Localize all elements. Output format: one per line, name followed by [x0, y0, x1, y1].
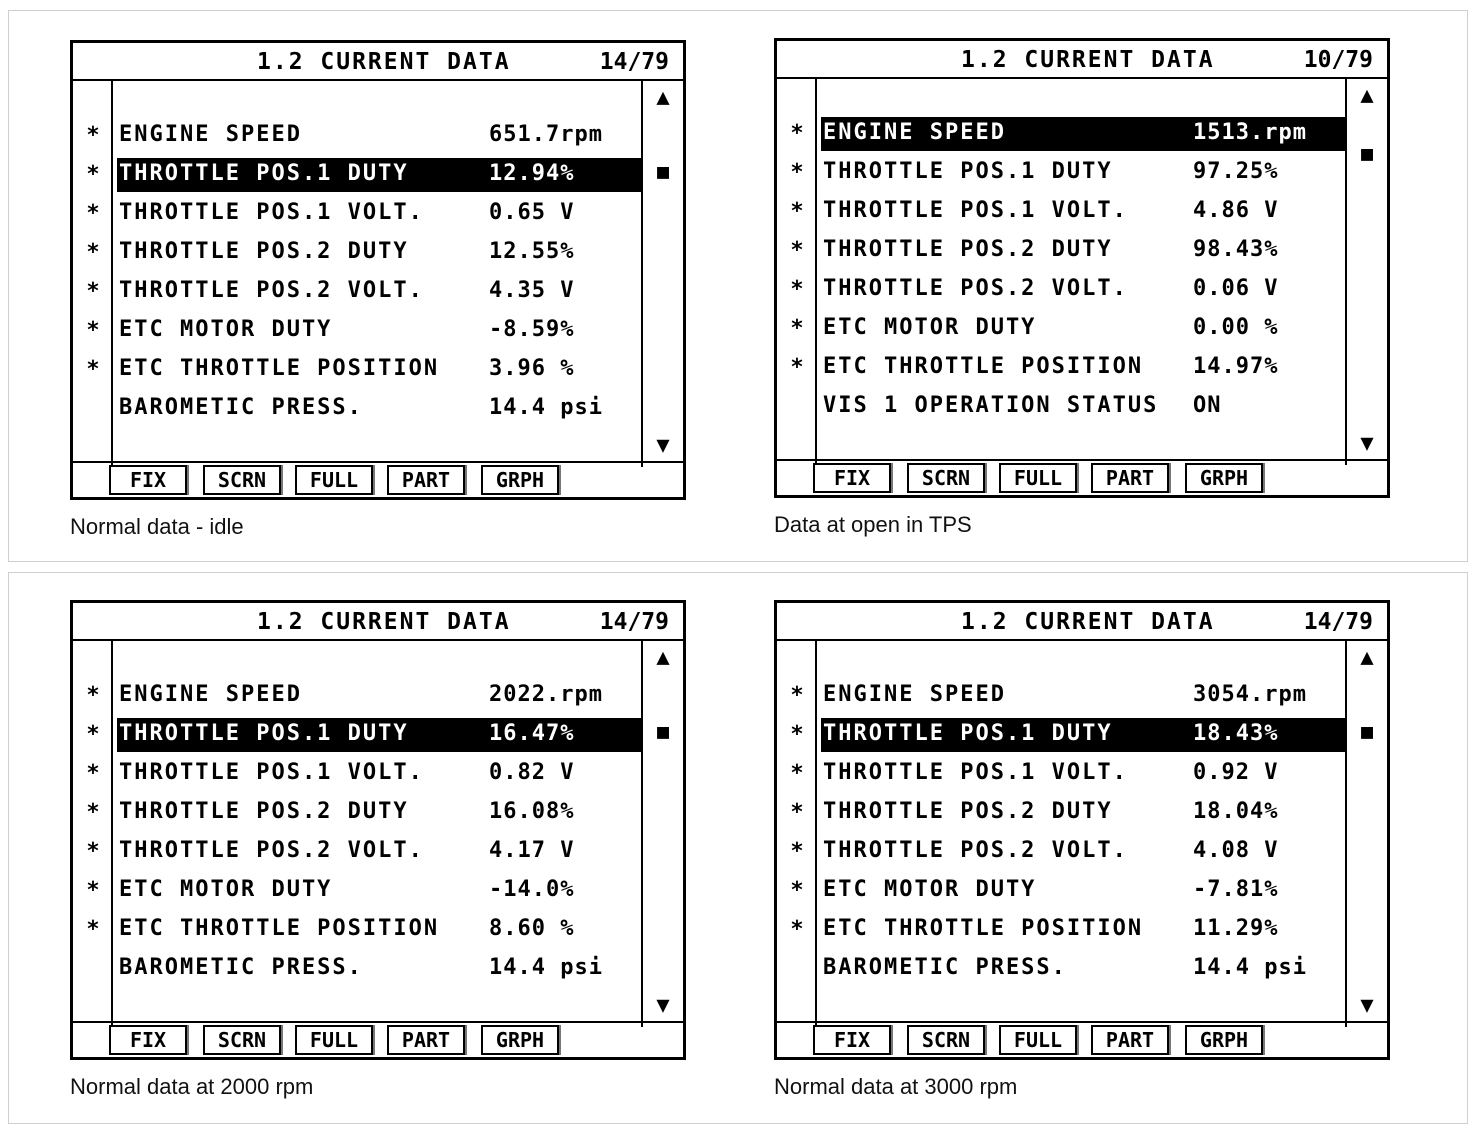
selected-mark-icon: *: [790, 839, 804, 864]
selected-mark-icon: *: [86, 878, 100, 903]
scroll-thumb-icon[interactable]: ■: [1360, 719, 1374, 743]
parameter-label: ETC MOTOR DUTY: [119, 317, 333, 342]
softkey-scrn[interactable]: SCRN: [203, 1025, 281, 1055]
row-body: [821, 679, 1345, 713]
panel-caption: Normal data at 2000 rpm: [70, 1074, 314, 1099]
softkey-bar: [777, 459, 1387, 495]
softkey-part[interactable]: PART: [1091, 1025, 1169, 1055]
scroll-down-icon[interactable]: ▼: [656, 433, 670, 458]
data-row[interactable]: [777, 913, 1345, 947]
data-row[interactable]: [73, 796, 641, 830]
softkey-scrn[interactable]: SCRN: [203, 465, 281, 495]
data-row[interactable]: [73, 913, 641, 947]
selected-mark-icon: *: [86, 318, 100, 343]
parameter-value: 14.97%: [1193, 354, 1279, 379]
selected-mark-icon: *: [86, 761, 100, 786]
parameter-value: 2022.rpm: [489, 682, 603, 707]
screen-title: 1.2 CURRENT DATA: [257, 609, 511, 635]
softkey-scrn[interactable]: SCRN: [907, 463, 985, 493]
data-list: [777, 641, 1387, 1027]
parameter-label: ETC MOTOR DUTY: [823, 315, 1037, 340]
softkey-grph[interactable]: GRPH: [481, 1025, 559, 1055]
row-body: [117, 757, 641, 791]
row-body: [117, 353, 641, 387]
softkey-full[interactable]: FULL: [295, 1025, 373, 1055]
screen-title: 1.2 CURRENT DATA: [257, 49, 511, 75]
scanner-panel: [774, 38, 1474, 578]
selected-mark-icon: *: [790, 683, 804, 708]
parameter-value: 0.92 V: [1193, 760, 1279, 785]
parameter-value: 4.08 V: [1193, 838, 1279, 863]
row-body: [821, 835, 1345, 869]
parameter-label: THROTTLE POS.1 VOLT.: [119, 760, 424, 785]
selected-mark-icon: *: [86, 722, 100, 747]
data-row[interactable]: [777, 234, 1345, 268]
scanner-screen: [70, 600, 686, 1060]
parameter-label: THROTTLE POS.2 DUTY: [823, 237, 1113, 262]
parameter-value: 0.65 V: [489, 200, 575, 225]
row-body: [821, 757, 1345, 791]
softkey-bar: [73, 461, 683, 497]
selected-mark-icon: *: [86, 357, 100, 382]
selected-mark-icon: *: [86, 201, 100, 226]
softkey-part[interactable]: PART: [1091, 463, 1169, 493]
data-row[interactable]: [73, 197, 641, 231]
softkey-grph[interactable]: GRPH: [1185, 463, 1263, 493]
data-row[interactable]: [777, 952, 1345, 986]
parameter-label: ETC THROTTLE POSITION: [119, 356, 440, 381]
data-row[interactable]: [777, 156, 1345, 190]
row-body: [821, 952, 1345, 986]
selected-mark-icon: *: [790, 917, 804, 942]
parameter-label: ENGINE SPEED: [823, 120, 1006, 145]
row-body: [117, 952, 641, 986]
selected-mark-icon: *: [86, 123, 100, 148]
data-row[interactable]: [777, 390, 1345, 424]
softkey-full[interactable]: FULL: [295, 465, 373, 495]
data-list: [73, 81, 683, 467]
screen-title-bar: [73, 603, 683, 641]
parameter-value: 12.55%: [489, 239, 575, 264]
parameter-label: THROTTLE POS.2 VOLT.: [119, 838, 424, 863]
scroll-up-icon[interactable]: ▲: [1360, 83, 1374, 108]
data-row[interactable]: [777, 273, 1345, 307]
scroll-thumb-icon[interactable]: ■: [656, 159, 670, 183]
row-body: [821, 156, 1345, 190]
softkey-fix[interactable]: FIX: [813, 463, 891, 493]
parameter-value: 14.4 psi: [489, 955, 603, 980]
parameter-value: -8.59%: [489, 317, 575, 342]
data-row[interactable]: [73, 874, 641, 908]
screen-title-bar: [777, 41, 1387, 79]
softkey-fix[interactable]: FIX: [109, 1025, 187, 1055]
page-counter: 14/79: [599, 609, 669, 635]
row-body: [821, 234, 1345, 268]
parameter-label: THROTTLE POS.2 DUTY: [823, 799, 1113, 824]
panel-caption: Normal data at 3000 rpm: [774, 1074, 1018, 1099]
page-counter: 14/79: [599, 49, 669, 75]
softkey-bar: [73, 1021, 683, 1057]
selected-mark-icon: *: [86, 162, 100, 187]
parameter-value: 8.60 %: [489, 916, 575, 941]
scrollbar[interactable]: [641, 641, 683, 1027]
data-row[interactable]: [777, 117, 1345, 151]
row-body: [821, 351, 1345, 385]
data-row[interactable]: [73, 158, 641, 192]
parameter-value: 3.96 %: [489, 356, 575, 381]
selected-mark-icon: *: [790, 355, 804, 380]
data-row[interactable]: [777, 835, 1345, 869]
selected-mark-icon: *: [790, 722, 804, 747]
parameter-value: 1513.rpm: [1193, 120, 1307, 145]
screen-title-bar: [777, 603, 1387, 641]
scroll-thumb-icon[interactable]: ■: [1360, 141, 1374, 165]
parameter-value: -7.81%: [1193, 877, 1279, 902]
parameter-value: 0.82 V: [489, 760, 575, 785]
softkey-grph[interactable]: GRPH: [1185, 1025, 1263, 1055]
selected-mark-icon: *: [790, 121, 804, 146]
parameter-value: 0.00 %: [1193, 315, 1279, 340]
panel-caption: Normal data - idle: [70, 514, 244, 539]
parameter-label: BAROMETIC PRESS.: [119, 395, 363, 420]
scroll-up-icon[interactable]: ▲: [656, 645, 670, 670]
parameter-label: THROTTLE POS.2 VOLT.: [823, 276, 1128, 301]
selected-mark-icon: *: [86, 800, 100, 825]
parameter-label: ETC THROTTLE POSITION: [119, 916, 440, 941]
row-body: [117, 392, 641, 426]
panel-caption: Data at open in TPS: [774, 512, 972, 537]
data-row[interactable]: [73, 952, 641, 986]
parameter-label: THROTTLE POS.1 VOLT.: [823, 198, 1128, 223]
data-row[interactable]: [73, 757, 641, 791]
scanner-screen: [774, 600, 1390, 1060]
row-body: [821, 874, 1345, 908]
softkey-fix[interactable]: FIX: [813, 1025, 891, 1055]
row-body: [117, 679, 641, 713]
parameter-value: 0.06 V: [1193, 276, 1279, 301]
data-row[interactable]: [777, 679, 1345, 713]
parameter-label: BAROMETIC PRESS.: [823, 955, 1067, 980]
parameter-value: 18.04%: [1193, 799, 1279, 824]
highlighted-row-body: [821, 718, 1345, 752]
scroll-thumb-icon[interactable]: ■: [656, 719, 670, 743]
data-row[interactable]: [73, 314, 641, 348]
selected-mark-icon: *: [790, 160, 804, 185]
selected-mark-icon: *: [86, 279, 100, 304]
highlighted-row-body: [821, 117, 1345, 151]
selected-mark-icon: *: [86, 240, 100, 265]
softkey-part[interactable]: PART: [387, 1025, 465, 1055]
selected-mark-icon: *: [790, 800, 804, 825]
softkey-part[interactable]: PART: [387, 465, 465, 495]
data-row[interactable]: [73, 353, 641, 387]
parameter-label: THROTTLE POS.2 DUTY: [119, 239, 409, 264]
parameter-label: THROTTLE POS.1 DUTY: [119, 161, 409, 186]
scrollbar[interactable]: [1345, 79, 1387, 465]
parameter-label: THROTTLE POS.1 DUTY: [823, 159, 1113, 184]
screen-title: 1.2 CURRENT DATA: [961, 609, 1215, 635]
softkey-bar: [777, 1021, 1387, 1057]
parameter-value: 97.25%: [1193, 159, 1279, 184]
parameter-label: THROTTLE POS.1 DUTY: [823, 721, 1113, 746]
scroll-up-icon[interactable]: ▲: [1360, 645, 1374, 670]
selected-mark-icon: *: [790, 199, 804, 224]
scroll-down-icon[interactable]: ▼: [1360, 431, 1374, 456]
softkey-fix[interactable]: FIX: [109, 465, 187, 495]
parameter-label: THROTTLE POS.1 VOLT.: [823, 760, 1128, 785]
scroll-down-icon[interactable]: ▼: [1360, 993, 1374, 1018]
scrollbar[interactable]: [1345, 641, 1387, 1027]
data-row[interactable]: [73, 835, 641, 869]
screen-title-bar: [73, 43, 683, 81]
scroll-up-icon[interactable]: ▲: [656, 85, 670, 110]
selected-mark-icon: *: [790, 238, 804, 263]
row-body: [821, 796, 1345, 830]
parameter-label: THROTTLE POS.2 DUTY: [119, 799, 409, 824]
parameter-label: VIS 1 OPERATION STATUS: [823, 393, 1159, 418]
row-body: [117, 197, 641, 231]
data-row[interactable]: [777, 874, 1345, 908]
data-row[interactable]: [73, 718, 641, 752]
scrollbar[interactable]: [641, 81, 683, 467]
softkey-grph[interactable]: GRPH: [481, 465, 559, 495]
parameter-value: 16.08%: [489, 799, 575, 824]
parameter-value: 11.29%: [1193, 916, 1279, 941]
parameter-value: 14.4 psi: [1193, 955, 1307, 980]
scanner-screen: [774, 38, 1390, 498]
data-list: [777, 79, 1387, 465]
parameter-label: ETC MOTOR DUTY: [119, 877, 333, 902]
scanner-screen: [70, 40, 686, 500]
parameter-value: 4.17 V: [489, 838, 575, 863]
row-body: [117, 796, 641, 830]
selected-mark-icon: *: [86, 683, 100, 708]
parameter-label: THROTTLE POS.2 VOLT.: [823, 838, 1128, 863]
data-row[interactable]: [73, 392, 641, 426]
selected-mark-icon: *: [790, 316, 804, 341]
screen-title: 1.2 CURRENT DATA: [961, 47, 1215, 73]
row-body: [821, 195, 1345, 229]
row-body: [117, 236, 641, 270]
data-row[interactable]: [777, 718, 1345, 752]
row-body: [117, 913, 641, 947]
softkey-full[interactable]: FULL: [999, 1025, 1077, 1055]
selected-mark-icon: *: [86, 917, 100, 942]
row-body: [821, 913, 1345, 947]
parameter-value: 18.43%: [1193, 721, 1279, 746]
parameter-label: ENGINE SPEED: [119, 122, 302, 147]
selected-mark-icon: *: [790, 761, 804, 786]
data-row[interactable]: [73, 236, 641, 270]
scroll-down-icon[interactable]: ▼: [656, 993, 670, 1018]
data-row[interactable]: [777, 312, 1345, 346]
parameter-label: ENGINE SPEED: [823, 682, 1006, 707]
softkey-full[interactable]: FULL: [999, 463, 1077, 493]
highlighted-row-body: [117, 718, 641, 752]
page-counter: 14/79: [1303, 609, 1373, 635]
selected-mark-icon: *: [86, 839, 100, 864]
parameter-value: 3054.rpm: [1193, 682, 1307, 707]
row-body: [821, 273, 1345, 307]
data-row[interactable]: [777, 351, 1345, 385]
data-row[interactable]: [777, 796, 1345, 830]
data-row[interactable]: [777, 757, 1345, 791]
data-row[interactable]: [73, 275, 641, 309]
parameter-value: ON: [1193, 393, 1222, 418]
parameter-label: ETC THROTTLE POSITION: [823, 354, 1144, 379]
data-row[interactable]: [73, 679, 641, 713]
selected-mark-icon: *: [790, 878, 804, 903]
parameter-label: BAROMETIC PRESS.: [119, 955, 363, 980]
row-body: [821, 390, 1345, 424]
parameter-label: ETC MOTOR DUTY: [823, 877, 1037, 902]
row-body: [117, 835, 641, 869]
row-body: [117, 874, 641, 908]
parameter-value: 98.43%: [1193, 237, 1279, 262]
parameter-value: 12.94%: [489, 161, 575, 186]
scanner-panel: [70, 600, 770, 1140]
row-body: [821, 312, 1345, 346]
parameter-value: 4.86 V: [1193, 198, 1279, 223]
parameter-value: 16.47%: [489, 721, 575, 746]
data-row[interactable]: [73, 119, 641, 153]
row-body: [117, 119, 641, 153]
data-row[interactable]: [777, 195, 1345, 229]
row-body: [117, 275, 641, 309]
selected-mark-icon: *: [790, 277, 804, 302]
data-list: [73, 641, 683, 1027]
highlighted-row-body: [117, 158, 641, 192]
parameter-label: ETC THROTTLE POSITION: [823, 916, 1144, 941]
row-body: [117, 314, 641, 348]
parameter-label: THROTTLE POS.2 VOLT.: [119, 278, 424, 303]
parameter-label: THROTTLE POS.1 VOLT.: [119, 200, 424, 225]
parameter-label: ENGINE SPEED: [119, 682, 302, 707]
parameter-value: 4.35 V: [489, 278, 575, 303]
parameter-label: THROTTLE POS.1 DUTY: [119, 721, 409, 746]
scanner-panel: [70, 40, 770, 580]
softkey-scrn[interactable]: SCRN: [907, 1025, 985, 1055]
parameter-value: -14.0%: [489, 877, 575, 902]
scanner-panel: [774, 600, 1474, 1140]
parameter-value: 651.7rpm: [489, 122, 603, 147]
parameter-value: 14.4 psi: [489, 395, 603, 420]
page-counter: 10/79: [1303, 47, 1373, 73]
